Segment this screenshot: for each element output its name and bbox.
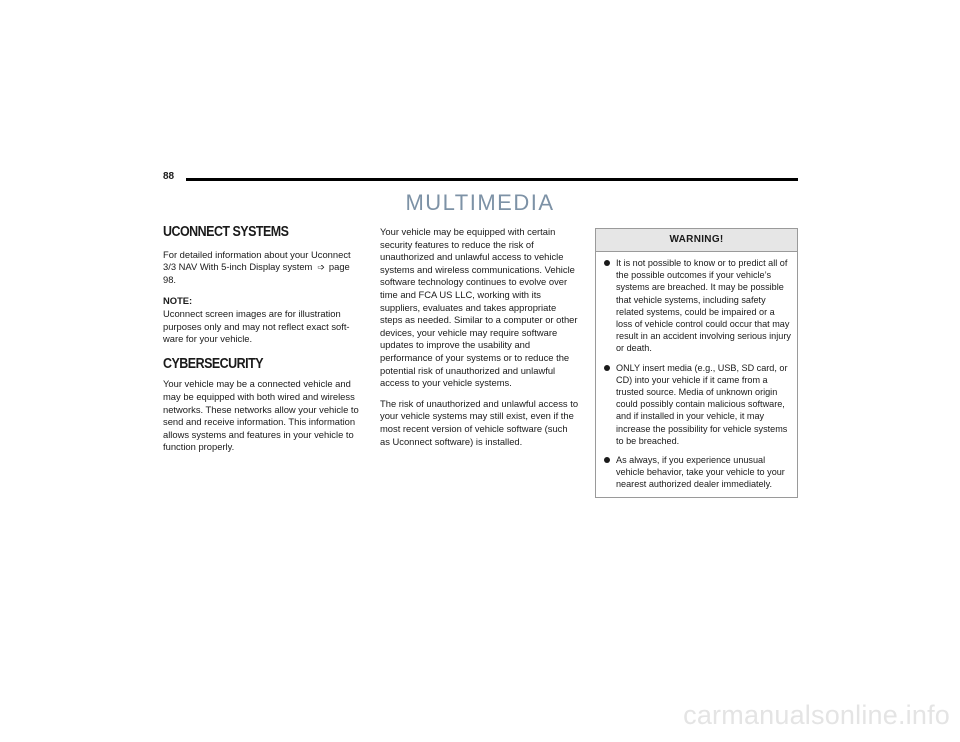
note-label: NOTE: (163, 295, 193, 307)
page-number: 88 (163, 171, 175, 182)
uconnect-heading: UCONNECT SYSTEMS (163, 224, 289, 240)
bullet-icon (604, 365, 610, 371)
watermark: carmanualsonline.info (683, 700, 950, 730)
warning-title: WARNING! (596, 229, 797, 252)
warning-item-text: As always, if you experience unusual vehicle behavior, take your vehicle to your nearest authorized dealer immediately. (616, 455, 785, 490)
warning-box (595, 228, 798, 498)
uconnect-text: For detailed information about your Uconnect 3/3 NAV With 5-inch Display system (163, 248, 351, 273)
uconnect-page-link[interactable]: page 98. (163, 261, 350, 285)
bullet-icon (604, 457, 610, 463)
uconnect-paragraph (163, 249, 363, 287)
cybersecurity-text: Your vehicle may be a connected vehicle and may be equipped with both wired and wireless networks. These networks allow your vehicle to send and receive information. This information allows systems and features in your vehicle to function properly. (163, 378, 359, 453)
warning-item-text: It is not possible to know or to predict all of the possible outcomes if your vehicle’s systems are breached. It may be possible that vehicle systems, including safety related systems, could be impaired or a loss of vehicle control could occur that may result in an accident involving serious injury or death. (616, 258, 791, 354)
cybersecurity-heading: CYBERSECURITY (163, 355, 264, 372)
left-column (163, 226, 363, 454)
warning-item (604, 362, 791, 447)
section-title: MULTIMEDIA (405, 190, 555, 215)
warning-list (596, 252, 797, 497)
bullet-icon (604, 260, 610, 266)
page-reference-arrow-icon: ➩ (317, 262, 325, 273)
warning-item-text: ONLY insert media (e.g., USB, SD card, or CD) into your vehicle if it came from a trusted source. Media of unknown origin could possibly contain malicious software, and if installed in your vehicle, it may increase the possibility for vehicle systems to be breached. (616, 362, 788, 446)
warning-item (604, 257, 791, 355)
middle-column (380, 226, 580, 448)
warning-item (604, 454, 791, 491)
security-paragraph-1: Your vehicle may be equipped with certain security features to reduce the risk of unauthorized and unlawful access to vehicle systems and wireless communications. Vehicle software technology continues to evolve over time and FCA US LLC, working with its suppliers, evaluates and takes appropriate steps as needed. Similar to a computer or other devices, your vehicle may require software updates to improve the usability and performance of your systems or to reduce the potential risk of unauthorized and unlawful access to your vehicle systems. (380, 226, 578, 389)
header-rule (186, 178, 798, 181)
security-paragraph-2: The risk of unauthorized and unlawful access to your vehicle systems may still exist, even if the most recent version of vehicle software (such as Uconnect software) is installed. (380, 397, 579, 447)
note-text: Uconnect screen images are for illustration purposes only and may not reflect exact soft-ware for your vehicle. (163, 307, 350, 345)
